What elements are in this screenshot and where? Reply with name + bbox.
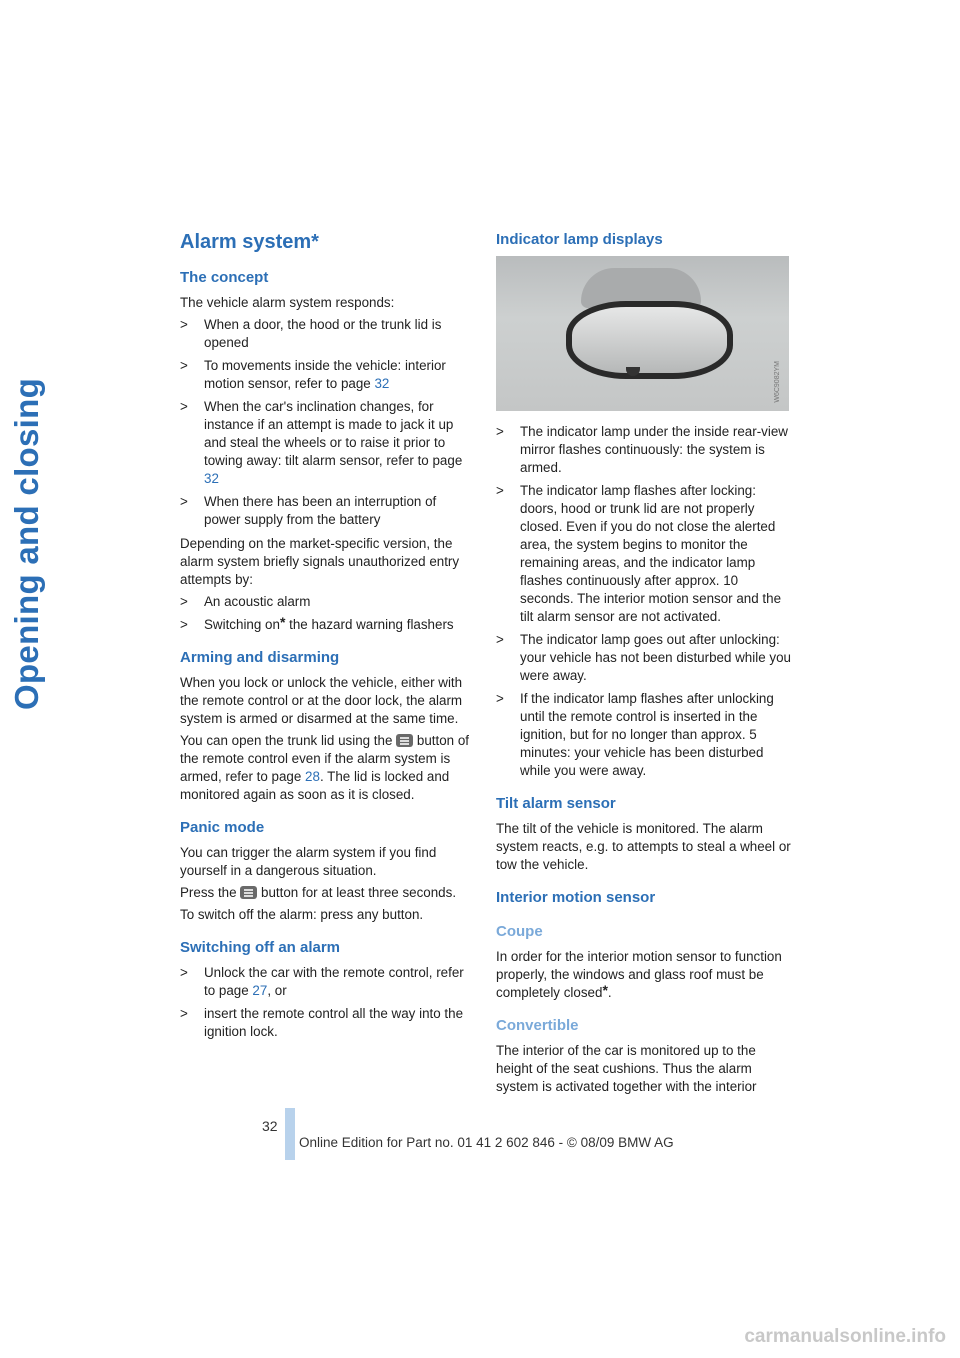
- list-item: > The indicator lamp goes out after unlocking: your vehicle has not been disturbed while you were away.: [496, 632, 791, 683]
- concept-heading: The concept: [180, 269, 269, 286]
- concept-intro: The vehicle alarm system responds:: [180, 295, 395, 310]
- indicator-heading: Indicator lamp displays: [496, 231, 663, 248]
- rearview-mirror-image: [496, 256, 789, 411]
- bullet-mark: >: [180, 617, 188, 632]
- tilt-heading: Tilt alarm sensor: [496, 795, 616, 812]
- switch-off-list: [180, 964, 472, 1041]
- bullet-mark: >: [496, 691, 504, 706]
- optional-equipment-star: *: [602, 982, 608, 998]
- list-item: > If the indicator lamp flashes after unlocking until the remote control is inserted in the ignition, but for no longer than approx. 5 minutes: your vehicle has been disturbed while you were away.: [496, 691, 774, 778]
- list-item: > An acoustic alarm: [180, 594, 311, 609]
- bullet-mark: >: [180, 1006, 188, 1021]
- page-link[interactable]: 27: [252, 983, 268, 998]
- bullet-mark: >: [180, 317, 188, 332]
- bullet-mark: >: [180, 594, 188, 609]
- bullet-mark: >: [496, 483, 504, 498]
- page-number: 32: [262, 1118, 278, 1134]
- trunk-button-icon: [396, 734, 413, 747]
- tilt-paragraph: The tilt of the vehicle is monitored. The alarm system reacts, e.g. to attempts to steal a wheel or tow the vehicle.: [496, 821, 791, 872]
- signal-list: [180, 593, 472, 634]
- image-code: W6C9082YM: [774, 361, 781, 403]
- right-column: [496, 228, 791, 1100]
- page-link[interactable]: 32: [204, 471, 219, 486]
- concept-paragraph: Depending on the market-specific version, the alarm system briefly signals unauthorized entry attempts by:: [180, 536, 460, 587]
- list-item: > The indicator lamp under the inside rear-view mirror flashes continuously: the system is armed.: [496, 424, 788, 475]
- chapter-side-title: [8, 230, 68, 730]
- indicator-list: [496, 423, 791, 780]
- arming-heading: Arming and disarming: [180, 649, 340, 666]
- bullet-mark: >: [180, 494, 188, 509]
- panic-paragraph-3: To switch off the alarm: press any button.: [180, 907, 424, 922]
- page-link[interactable]: 32: [374, 376, 390, 391]
- list-item: > To movements inside the vehicle: interior motion sensor, refer to page 32: [180, 358, 446, 391]
- convertible-heading: Convertible: [496, 1017, 579, 1034]
- mirror-glass: [566, 301, 733, 379]
- motion-heading: Interior motion sensor: [496, 889, 656, 906]
- coupe-heading: Coupe: [496, 923, 543, 940]
- panic-paragraph-1: You can trigger the alarm system if you find yourself in a dangerous situation.: [180, 845, 437, 878]
- bullet-mark: >: [180, 399, 188, 414]
- list-item: > Switching on* the hazard warning flashers: [180, 614, 454, 632]
- concept-list: [180, 316, 472, 529]
- page-link[interactable]: 28: [305, 769, 320, 784]
- list-item: > insert the remote control all the way into the ignition lock.: [180, 1006, 464, 1039]
- watermark: carmanualsonline.info: [744, 1326, 946, 1347]
- footer-accent-bar: [285, 1108, 295, 1160]
- bullet-mark: >: [496, 424, 504, 439]
- coupe-paragraph: In order for the interior motion sensor to function properly, the windows and glass roof must be completely closed*.: [496, 949, 782, 1000]
- chapter-title-text: Opening and closing: [8, 377, 45, 710]
- footer-edition-text: Online Edition for Part no. 01 41 2 602 846 - © 08/09 BMW AG: [299, 1135, 674, 1150]
- arming-paragraph-2: You can open the trunk lid using the button of the remote control even if the alarm system is armed, refer to page 28. The lid is locked and monitored again as soon as it is closed.: [180, 733, 469, 802]
- panic-button-icon: [240, 886, 257, 899]
- switch-off-heading: Switching off an alarm: [180, 939, 341, 956]
- page-title: Alarm system*: [180, 231, 319, 253]
- list-item: > When there has been an interruption of power supply from the battery: [180, 494, 437, 527]
- list-item: > The indicator lamp flashes after locking: doors, hood or trunk lid are not properly closed. Even if you do not close the alerted area, the system begins to monitor the remaining areas, and the indicator lamp flashes continuously after approx. 10 seconds. The interior motion sensor and the tilt alarm sensor are not activated.: [496, 483, 782, 624]
- list-item: > Unlock the car with the remote control, refer to page 27, or: [180, 965, 464, 998]
- left-column: [180, 228, 472, 1047]
- convertible-paragraph: The interior of the car is monitored up to the height of the seat cushions. Thus the alarm system is activated together with the interior: [496, 1043, 757, 1094]
- list-item: > When a door, the hood or the trunk lid is opened: [180, 317, 442, 350]
- panic-heading: Panic mode: [180, 819, 265, 836]
- optional-equipment-star: *: [279, 614, 286, 630]
- panic-paragraph-2: Press the button for at least three seconds.: [180, 885, 457, 900]
- arming-paragraph-1: When you lock or unlock the vehicle, either with the remote control or at the door lock, the alarm system is armed or disarmed at the same time.: [180, 675, 463, 726]
- bullet-mark: >: [180, 358, 188, 373]
- list-item: > When the car's inclination changes, for instance if an attempt is made to jack it up and steal the wheels or to raise it prior to towing away: tilt alarm sensor, refer to page 32: [180, 399, 463, 486]
- bullet-mark: >: [496, 632, 504, 647]
- bullet-mark: >: [180, 965, 188, 980]
